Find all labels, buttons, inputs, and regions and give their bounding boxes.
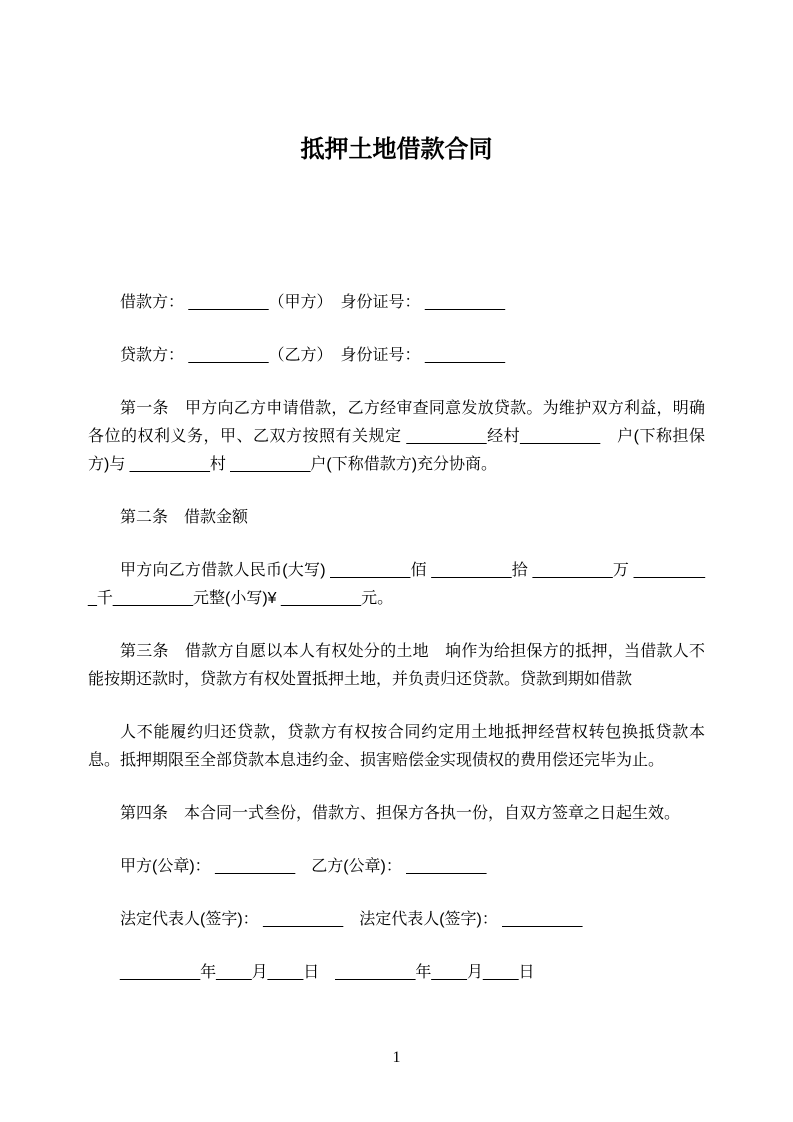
date-line: _________年____月____日 _________年____月____日	[120, 964, 535, 981]
party-borrower-line: 借款方： _________（甲方） 身份证号： _________	[120, 294, 506, 311]
page-number: 1	[392, 1049, 401, 1066]
party-lender-line: 贷款方： _________（乙方） 身份证号： _________	[120, 347, 506, 364]
article-2-heading: 第二条 借款金额	[120, 509, 249, 526]
document-title: 抵押土地借款合同	[300, 136, 493, 163]
article-3-paragraph: 第三条 借款方自愿以本人有权处分的土地 垧作为给担保方的抵押，当借款人不能按期还款时，贷款方有权处置抵押土地，并负责归还贷款。贷款到期如借款	[88, 643, 705, 688]
loan-amount-line: 甲方向乙方借款人民币(大写) _________佰 _________拾 _________万 _________千_________元整(小写)¥ _________元。	[88, 562, 705, 607]
legal-representative-line: 法定代表人(签字)： _________ 法定代表人(签字)： _________	[120, 911, 583, 928]
article-3-continuation: 人不能履约归还贷款，贷款方有权按合同约定用土地抵押经营权转包换抵贷款本息。抵押期限至全部贷款本息违约金、损害赔偿金实现债权的费用偿还完毕为止。	[88, 724, 705, 769]
article-1-paragraph: 第一条 甲方向乙方申请借款，乙方经审查同意发放贷款。为维护双方利益，明确各位的权利义务，甲、乙双方按照有关规定 _________经村_________ 户(下称担保方)与 _________村 _________户(下称借款方)充分协商。	[88, 400, 705, 473]
article-4-paragraph: 第四条 本合同一式叁份，借款方、担保方各执一份，自双方签章之日起生效。	[120, 805, 681, 822]
seal-line: 甲方(公章)： _________ 乙方(公章)： _________	[120, 858, 487, 875]
